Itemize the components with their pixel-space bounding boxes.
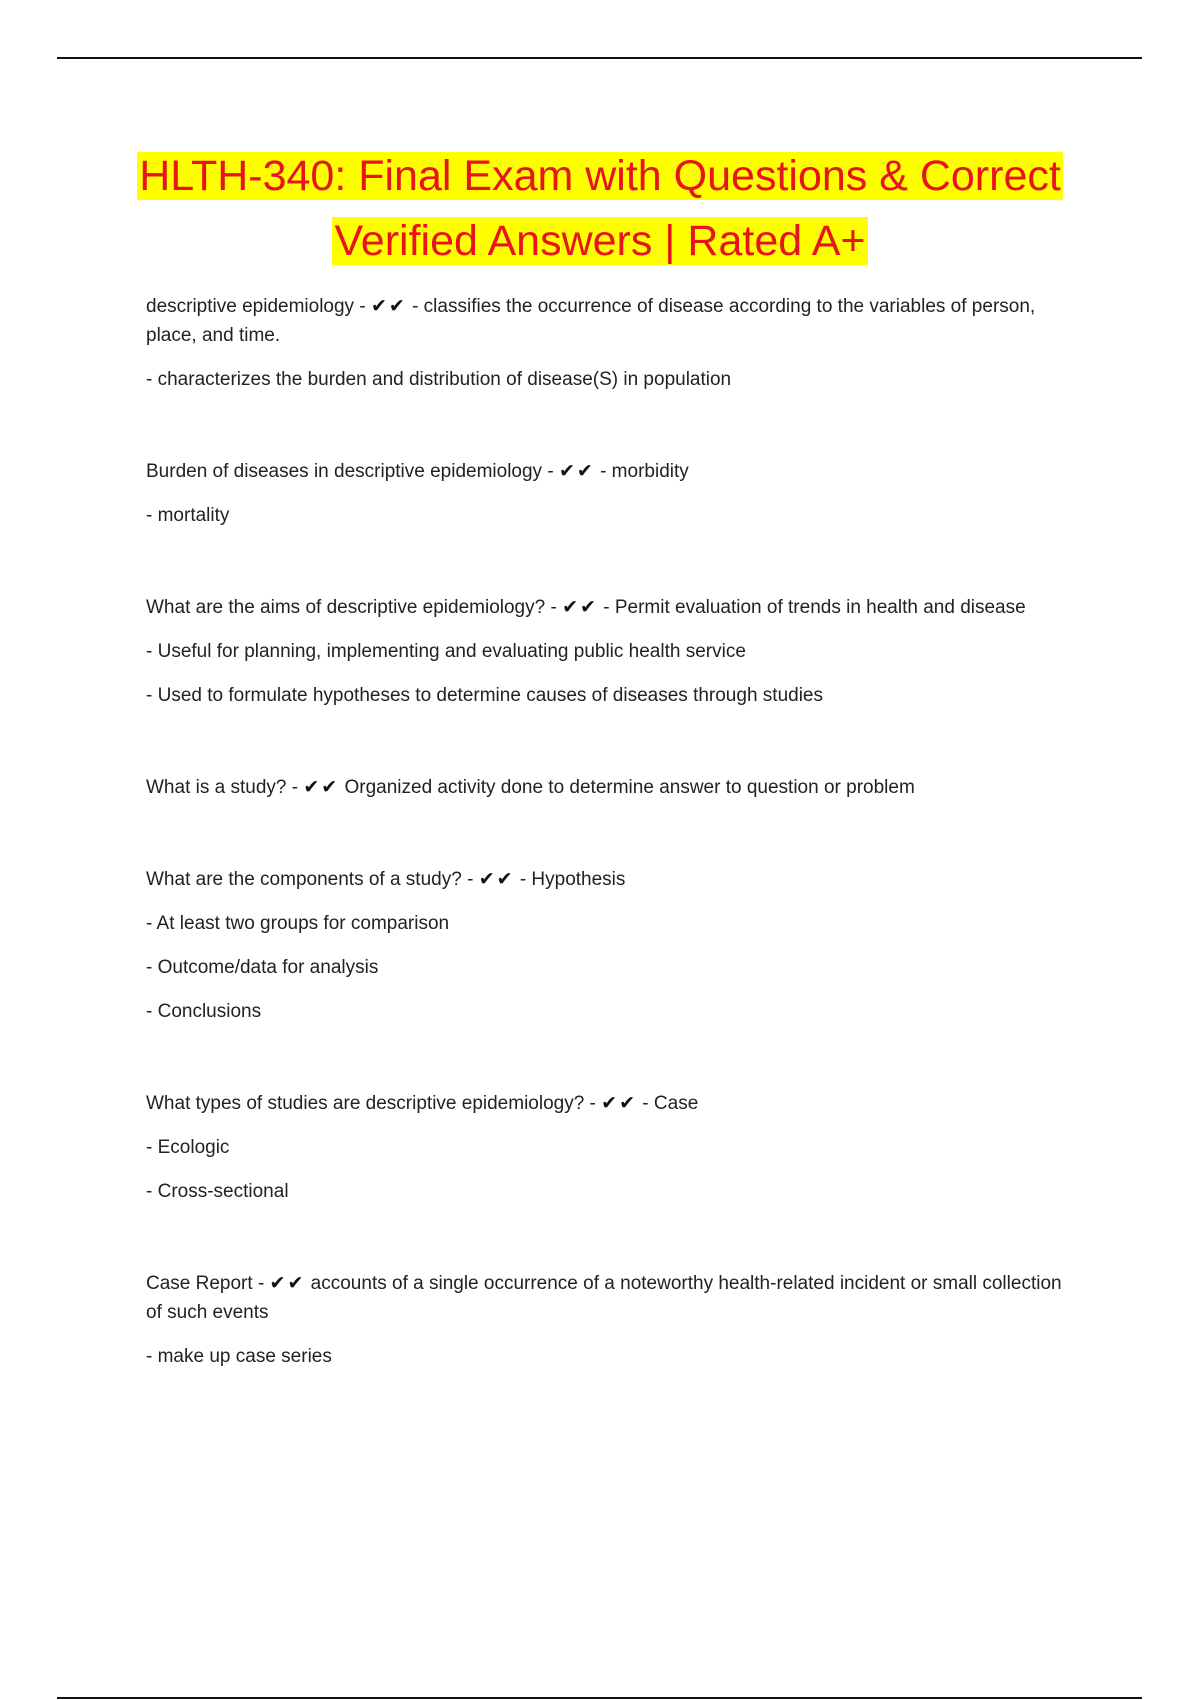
qa-answer-line: - mortality: [146, 505, 230, 526]
qa-entry: [146, 457, 1066, 530]
qa-question-line: [146, 457, 1066, 486]
qa-entry: [146, 593, 1066, 710]
qa-answer-line: - At least two groups for comparison: [146, 913, 450, 934]
checkmark-icon: ✔✔: [303, 776, 340, 798]
qa-answer-line: - characterizes the burden and distribution of disease(S) in population: [146, 369, 732, 390]
qa-term: Case Report -: [146, 1273, 270, 1294]
checkmark-icon: ✔✔: [558, 460, 595, 482]
qa-question-line: [146, 773, 1066, 802]
qa-entry: [146, 1089, 1066, 1206]
qa-answer-line: - Used to formulate hypotheses to determine causes of diseases through studies: [146, 685, 823, 706]
qa-answer: accounts of a single occurrence of a noteworthy health-related incident or small collection of such events: [146, 1273, 1062, 1323]
qa-answer: - classifies the occurrence of disease according to the variables of person, place, and time.: [146, 296, 1036, 346]
qa-answer-line: - Useful for planning, implementing and evaluating public health service: [146, 641, 746, 662]
qa-answer-line: - make up case series: [146, 1346, 332, 1367]
qa-answer-line: - Conclusions: [146, 1001, 262, 1022]
qa-question-line: [146, 865, 1066, 894]
checkmark-icon: ✔✔: [478, 868, 515, 890]
qa-question-line: [146, 292, 1066, 350]
title-line-1: HLTH-340: Final Exam with Questions & Correct: [139, 152, 1061, 200]
qa-answer: - Hypothesis: [519, 869, 626, 890]
qa-answer-line: - Ecologic: [146, 1137, 230, 1158]
qa-term: What is a study? -: [146, 777, 304, 798]
bottom-rule: [57, 1697, 1142, 1699]
qa-question-line: [146, 593, 1066, 622]
qa-entry: [146, 865, 1066, 1026]
qa-question-line: [146, 1089, 1066, 1118]
qa-term: What types of studies are descriptive epidemiology? -: [146, 1093, 602, 1114]
qa-term: descriptive epidemiology -: [146, 296, 371, 317]
title-line-2: Verified Answers | Rated A+: [334, 217, 866, 265]
qa-term: Burden of diseases in descriptive epidemiology -: [146, 461, 559, 482]
checkmark-icon: ✔✔: [269, 1272, 306, 1294]
qa-list: [146, 292, 1066, 1434]
qa-entry: [146, 292, 1066, 394]
qa-answer: Organized activity done to determine answer to question or problem: [344, 777, 915, 798]
qa-answer: - Permit evaluation of trends in health and disease: [603, 597, 1026, 618]
qa-term: What are the aims of descriptive epidemiology? -: [146, 597, 563, 618]
qa-question-line: [146, 1269, 1066, 1327]
qa-entry: [146, 773, 1066, 802]
checkmark-icon: ✔✔: [601, 1092, 638, 1114]
checkmark-icon: ✔✔: [562, 596, 598, 618]
top-rule: [57, 57, 1142, 59]
qa-answer: - Case: [642, 1093, 699, 1114]
checkmark-icon: ✔✔: [370, 295, 407, 317]
qa-answer-line: - Cross-sectional: [146, 1181, 289, 1202]
page-title: [60, 144, 1140, 274]
qa-answer: - morbidity: [600, 461, 689, 482]
qa-answer-line: - Outcome/data for analysis: [146, 957, 379, 978]
qa-term: What are the components of a study? -: [146, 869, 479, 890]
qa-entry: [146, 1269, 1066, 1371]
